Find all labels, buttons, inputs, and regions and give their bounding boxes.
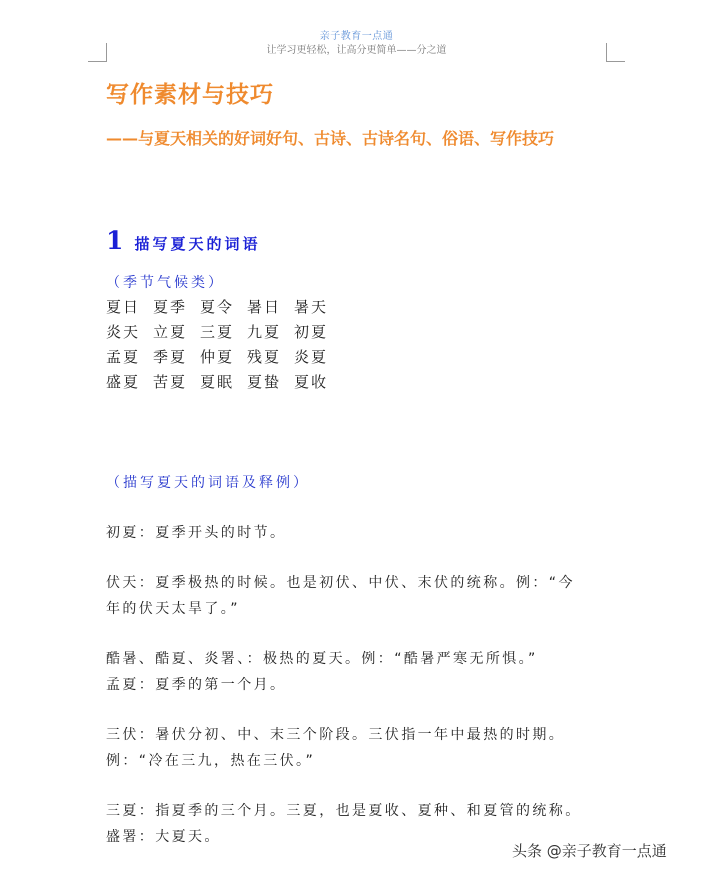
word-row <box>106 346 341 371</box>
word: 季夏 <box>153 348 188 366</box>
word: 暑天 <box>294 298 329 316</box>
category-definitions: （描写夏天的词语及释例） <box>106 475 310 491</box>
word: 九夏 <box>247 323 282 341</box>
definition-entry: 三夏：指夏季的三个月。三夏，也是夏收、夏种、和夏管的统称。 <box>106 803 582 819</box>
header-site-name: 亲子教育一点通 <box>319 31 394 42</box>
word: 三夏 <box>200 323 235 341</box>
word: 苦夏 <box>153 373 188 391</box>
category-seasonal: （季节气候类） <box>106 275 225 291</box>
definition-list <box>106 520 616 850</box>
header-slogan: 让学习更轻松，让高分更简单——分之道 <box>266 45 447 56</box>
crop-mark-left <box>88 43 107 62</box>
word: 暑日 <box>247 298 282 316</box>
document-subtitle: ——与夏天相关的好词好句、古诗、古诗名句、俗语、写作技巧 <box>106 129 555 148</box>
word: 残夏 <box>247 348 282 366</box>
definition-entry: 盛署：大夏天。 <box>106 829 221 845</box>
section-number: 1 <box>106 226 124 255</box>
definition-entry: 例：“冷在三九，热在三伏。” <box>106 753 316 769</box>
definition-entry: 三伏：暑伏分初、中、末三个阶段。三伏指一年中最热的时期。 <box>106 727 566 743</box>
word: 立夏 <box>153 323 188 341</box>
word: 夏眠 <box>200 373 235 391</box>
word: 炎夏 <box>294 348 329 366</box>
word-row <box>106 321 341 346</box>
word: 盛夏 <box>106 373 141 391</box>
definition-entry: 孟夏：夏季的第一个月。 <box>106 677 287 693</box>
word: 夏令 <box>200 298 235 316</box>
word-grid <box>106 296 341 396</box>
word: 仲夏 <box>200 348 235 366</box>
definition-entry: 酷暑、酷夏、炎署、：极热的夏天。例：“酷暑严寒无所惧。” <box>106 651 538 667</box>
document-title: 写作素材与技巧 <box>106 82 274 108</box>
crop-mark-right <box>606 43 625 62</box>
definition-entry: 年的伏天太旱了。” <box>106 601 240 617</box>
word: 孟夏 <box>106 348 141 366</box>
watermark: 头条 @亲子教育一点通 <box>512 842 667 860</box>
definition-entry: 初夏：夏季开头的时节。 <box>106 525 287 541</box>
definition-entry: 伏天：夏季极热的时候。也是初伏、中伏、末伏的统称。例：“今 <box>106 575 575 591</box>
word: 夏日 <box>106 298 141 316</box>
word: 夏季 <box>153 298 188 316</box>
word: 夏蛰 <box>247 373 282 391</box>
word: 初夏 <box>294 323 329 341</box>
section-heading <box>106 226 261 255</box>
word: 炎天 <box>106 323 141 341</box>
section-title: 描写夏天的词语 <box>134 235 261 253</box>
word: 夏收 <box>294 373 329 391</box>
word-row <box>106 371 341 396</box>
word-row <box>106 296 341 321</box>
